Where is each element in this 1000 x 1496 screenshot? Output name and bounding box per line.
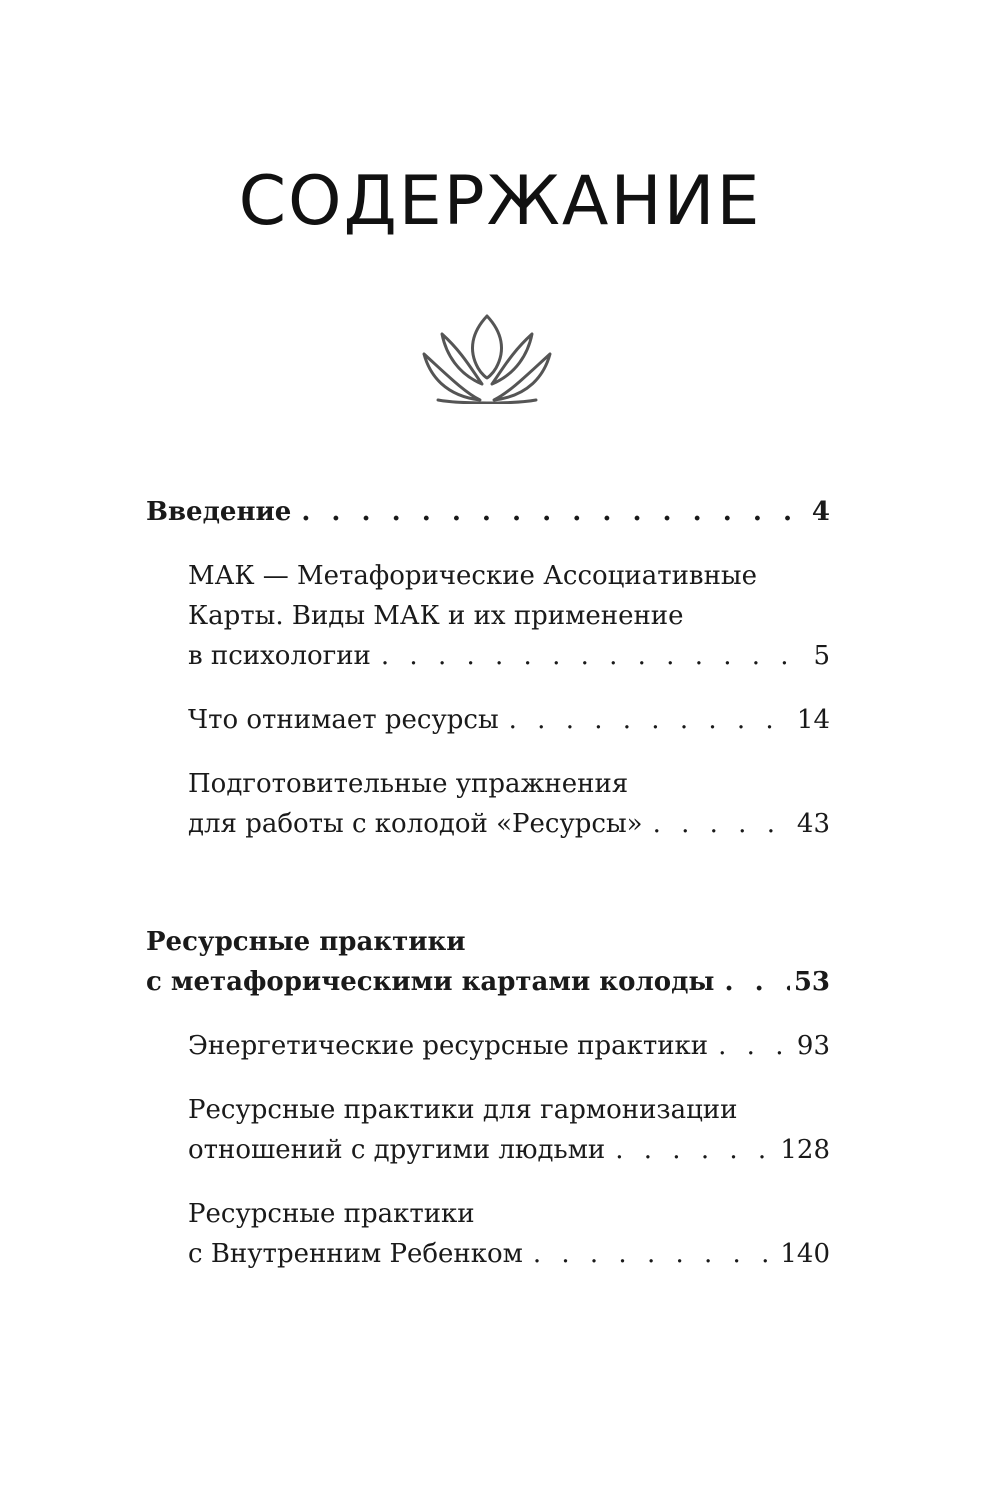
toc-entry-title: Подготовительные упражнения bbox=[188, 769, 629, 799]
toc-entry-title: с Внутренним Ребенком bbox=[188, 1239, 523, 1269]
toc-entry-title: с метафорическими картами колоды bbox=[146, 967, 715, 997]
toc-page-number: 43 bbox=[796, 809, 830, 839]
toc-entry-energy-practices[interactable] bbox=[146, 1026, 830, 1066]
dot-leader bbox=[724, 962, 789, 1002]
toc-entry-title: Ресурсные практики bbox=[188, 1199, 475, 1229]
toc-entry-resource-drain[interactable] bbox=[146, 700, 830, 740]
page-title: СОДЕРЖАНИЕ bbox=[238, 162, 762, 241]
table-of-contents bbox=[146, 492, 830, 1274]
dot-leader bbox=[301, 492, 808, 532]
lotus-icon bbox=[420, 312, 554, 404]
toc-page-number: 140 bbox=[780, 1239, 830, 1269]
toc-entry-title: Что отнимает ресурсы bbox=[188, 705, 499, 735]
toc-entry-relationship-practices[interactable] bbox=[146, 1090, 830, 1170]
toc-entry-title: в психологии bbox=[188, 641, 371, 671]
toc-page-number: 14 bbox=[796, 705, 830, 735]
toc-entry-title: Карты. Виды МАК и их применение bbox=[188, 601, 684, 631]
dot-leader bbox=[653, 804, 793, 844]
toc-entry-resource-practices[interactable] bbox=[146, 922, 830, 1002]
toc-entry-title: Ресурсные практики bbox=[146, 927, 466, 957]
dot-leader bbox=[533, 1234, 777, 1274]
dot-leader bbox=[615, 1130, 776, 1170]
toc-entry-title: Введение bbox=[146, 497, 292, 527]
dot-leader bbox=[509, 700, 793, 740]
toc-page-number: 53 bbox=[793, 967, 830, 997]
toc-entry-inner-child-practices[interactable] bbox=[146, 1194, 830, 1274]
toc-page-number: 128 bbox=[780, 1135, 830, 1165]
toc-entry-title: Энергетические ресурсные практики bbox=[188, 1031, 709, 1061]
toc-page-number: 4 bbox=[811, 497, 830, 527]
toc-entry-title: Ресурсные практики для гармонизации bbox=[188, 1095, 738, 1125]
toc-entry-title: МАК — Метафорические Ассоциативные bbox=[188, 561, 757, 591]
dot-leader bbox=[718, 1026, 793, 1066]
toc-page-number: 5 bbox=[813, 641, 830, 671]
toc-entry-preparatory-exercises[interactable] bbox=[146, 764, 830, 844]
toc-entry-title: для работы с колодой «Ресурсы» bbox=[188, 809, 643, 839]
toc-entry-title: отношений с другими людьми bbox=[188, 1135, 606, 1165]
toc-entry-mak[interactable] bbox=[146, 556, 830, 676]
dot-leader bbox=[381, 636, 810, 676]
toc-page-number: 93 bbox=[796, 1031, 830, 1061]
toc-entry-introduction[interactable] bbox=[146, 492, 830, 532]
